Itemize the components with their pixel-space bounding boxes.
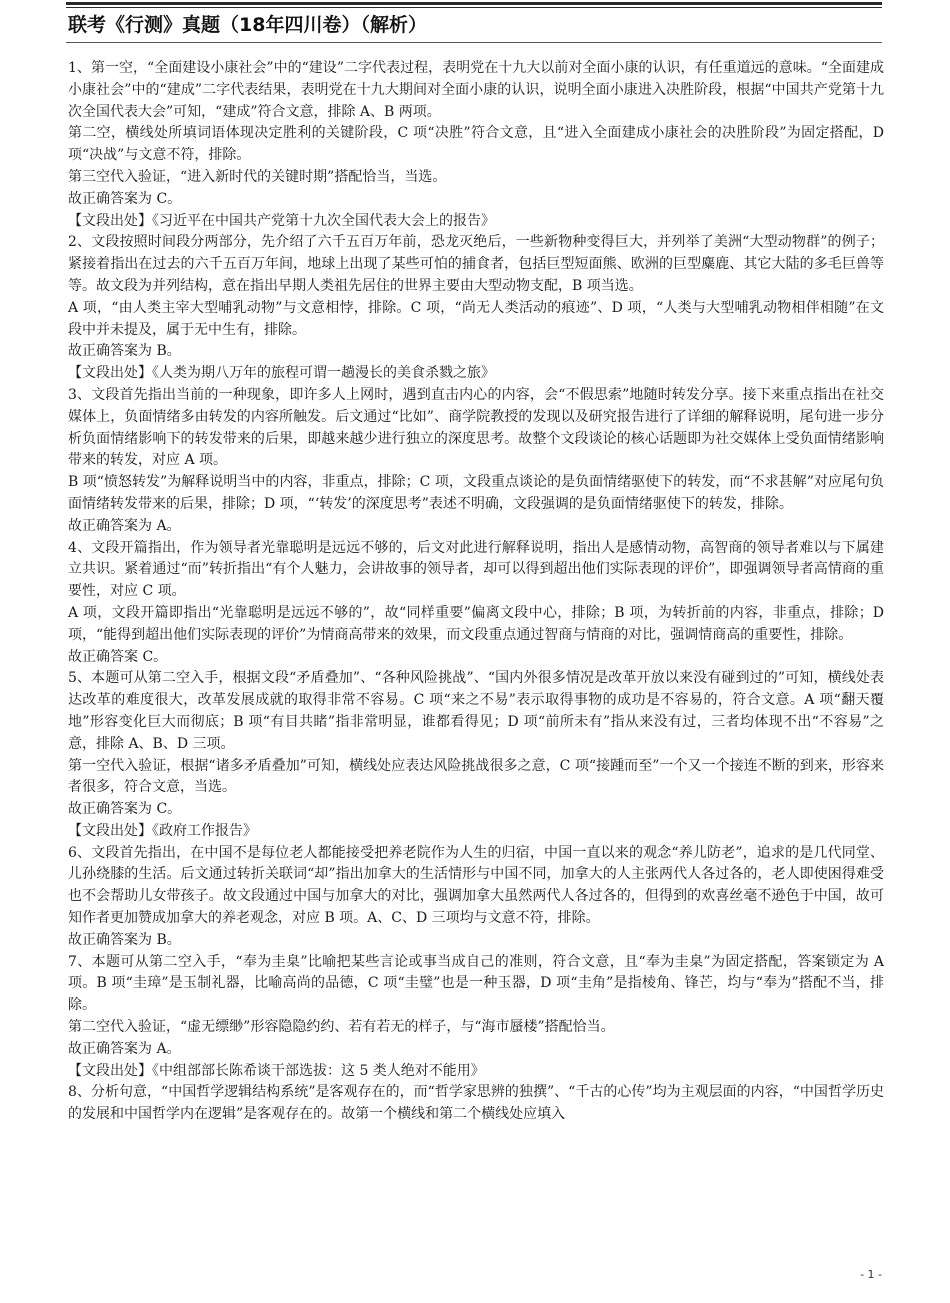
answer-line: 故正确答案为 C。 (68, 190, 182, 207)
paragraph: 7、本题可从第二空入手，“奉为圭臬”比喻把某些言论或事当成自己的准则，符合文意，且“奉为圭臬”为固定搭配，答案锁定为 A 项。B 项“圭璋”是玉制礼器，比喻高尚的品德，C 项“圭璧”也是一种玉器，D 项“圭角”是指棱角、锋芒，均与“奉为”搭配不当，排除。 (68, 953, 884, 1014)
source-line: 【文段出处】《政府工作报告》 (68, 822, 257, 839)
page-title: 联考《行测》真题（18年四川卷）（解析） (68, 14, 427, 36)
document-body (68, 58, 884, 1126)
paragraph: 4、文段开篇指出，作为领导者光靠聪明是远远不够的，后文对此进行解释说明，指出人是感情动物，高智商的领导者难以与下属建立共识。紧着通过“而”转折指出“有个人魅力，会讲故事的领导者，却可以得到超出他们实际表现的评价”，即强调领导者高情商的重要性，对应 C 项。 (68, 539, 884, 600)
header-rule-thin (66, 7, 882, 8)
answer-line: 故正确答案为 B。 (68, 931, 181, 948)
answer-line: 故正确答案为 A。 (68, 517, 181, 534)
paragraph: 第二空，横线处所填词语体现决定胜利的关键阶段，C 项“决胜”符合文意，且“进入全面建成小康社会的决胜阶段”为固定搭配，D 项“决战”与文意不符，排除。 (68, 125, 884, 164)
paragraph: 3、文段首先指出当前的一种现象，即许多人上网时，遇到直击内心的内容，会“不假思索”地随时转发分享。接下来重点指出在社交媒体上，负面情绪多由转发的内容所触发。后文通过“比如”、商学院教授的发现以及研究报告进行了详细的解释说明，尾句进一步分析负面情绪影响下的转发带来的后果，即越来越少进行独立的深度思考。故整个文段谈论的核心话题即为社交媒体上受负面情绪影响带来的转发，对应 A 项。 (68, 386, 884, 469)
source-line: 【文段出处】《人类为期八万年的旅程可谓一趟漫长的美食杀戮之旅》 (68, 365, 495, 382)
header-rule-thick (66, 2, 882, 5)
source-line: 【文段出处】《习近平在中国共产党第十九次全国代表大会上的报告》 (68, 212, 495, 229)
paragraph: 第三空代入验证，“进入新时代的关键时期”搭配恰当，当选。 (68, 168, 447, 185)
paragraph: 第二空代入验证，“虚无缥缈”形容隐隐约约、若有若无的样子，与“海市蜃楼”搭配恰当。 (68, 1019, 615, 1036)
source-line: 【文段出处】《中组部部长陈希谈干部选拔：这 5 类人绝对不能用》 (68, 1062, 485, 1079)
answer-line: 故正确答案为 B。 (68, 343, 181, 360)
answer-line: 故正确答案为 C。 (68, 801, 182, 818)
paragraph: B 项“愤怒转发”为解释说明当中的内容，非重点，排除；C 项，文段重点谈论的是负面情绪驱使下的转发，而“不求甚解”对应尾句负面情绪转发带来的后果，排除；D 项，“‘转发’的深度思考”表述不明确，文段强调的是负面情绪驱使下的转发，排除。 (68, 474, 884, 512)
page-number: - 1 - (860, 1268, 882, 1281)
answer-line: 故正确答案 C。 (68, 648, 168, 665)
paragraph: 1、第一空，“全面建设小康社会”中的“建设”二字代表过程，表明党在十九大以前对全面小康的认识，有任重道远的意味。“全面建成小康社会”中的“建成”二字代表结果，表明党在十九大期间对全面小康的认识，说明全面小康进入决胜阶段，根据“中国共产党第十九次全国代表大会”可知，“建成”符合文意，排除 A、B 两项。 (68, 60, 884, 120)
paragraph: 6、文段首先指出，在中国不是每位老人都能接受把养老院作为人生的归宿，中国一直以来的观念“养儿防老”，追求的是几代同堂、儿孙绕膝的生活。后文通过转折关联词“却”指出加拿大的生活情形与中国不同，加拿大的人主张两代人各过各的，老人即使困得难受也不会帮助儿女带孩子。故文段通过中国与加拿大的对比，强调加拿大虽然两代人各过各的，但得到的欢喜丝毫不逊色于中国，故可知作者更加赞成加拿大的养老观念，对应 B 项。A、C、D 三项均与文意不符，排除。 (68, 844, 884, 927)
paragraph: A 项，文段开篇即指出“光靠聪明是远远不够的”，故“同样重要”偏离文段中心，排除；B 项，为转折前的内容，非重点，排除；D 项，“能得到超出他们实际表现的评价”为情商高带来的效果，而文段重点通过智商与情商的对比，强调情商高的重要性，排除。 (68, 604, 884, 643)
paragraph: A 项，“由人类主宰大型哺乳动物”与文意相悖，排除。C 项，“尚无人类活动的痕迹”、D 项，“人类与大型哺乳动物相伴相随”在文段中并未提及，属于无中生有，排除。 (68, 299, 884, 338)
paragraph: 2、文段按照时间段分两部分，先介绍了六千五百万年前，恐龙灭绝后，一些新物种变得巨大，并列举了美洲“大型动物群”的例子；紧接着指出在过去的六千五百万年间，地球上出现了某些可怕的捕食者，包括巨型短面熊、欧洲的巨型麋鹿、其它大陆的多毛巨兽等等。故文段为并列结构，意在指出早期人类祖先居住的世界主要由大型动物支配，B 项当选。 (68, 234, 884, 294)
title-divider (66, 42, 882, 43)
paragraph: 5、本题可从第二空入手，根据文段“矛盾叠加”、“各种风险挑战”、“国内外很多情况是改革开放以来没有碰到过的”可知，横线处表达改革的难度很大，改革发展成就的取得非常不容易。C 项“来之不易”表示取得事物的成功是不容易的，符合文意。A 项“翻天覆地”形容变化巨大而彻底；B 项“有目共睹”指非常明显，谁都看得见；D 项“前所未有”指从来没有过，三者均体现不出“不容易”之意，排除 A、B、D 三项。 (68, 670, 884, 752)
paragraph: 8、分析句意，“中国哲学逻辑结构系统”是客观存在的，而“哲学家思辨的独撰”、“千古的心传”均为主观层面的内容，“中国哲学历史的发展和中国哲学内在逻辑”是客观存在的。故第一个横线和第二个横线处应填入 (68, 1084, 884, 1123)
paragraph: 第一空代入验证，根据“诸多矛盾叠加”可知，横线处应表达风险挑战很多之意，C 项“接踵而至”一个又一个接连不断的到来，形容来者很多，符合文意，当选。 (68, 757, 884, 796)
answer-line: 故正确答案为 A。 (68, 1040, 181, 1057)
